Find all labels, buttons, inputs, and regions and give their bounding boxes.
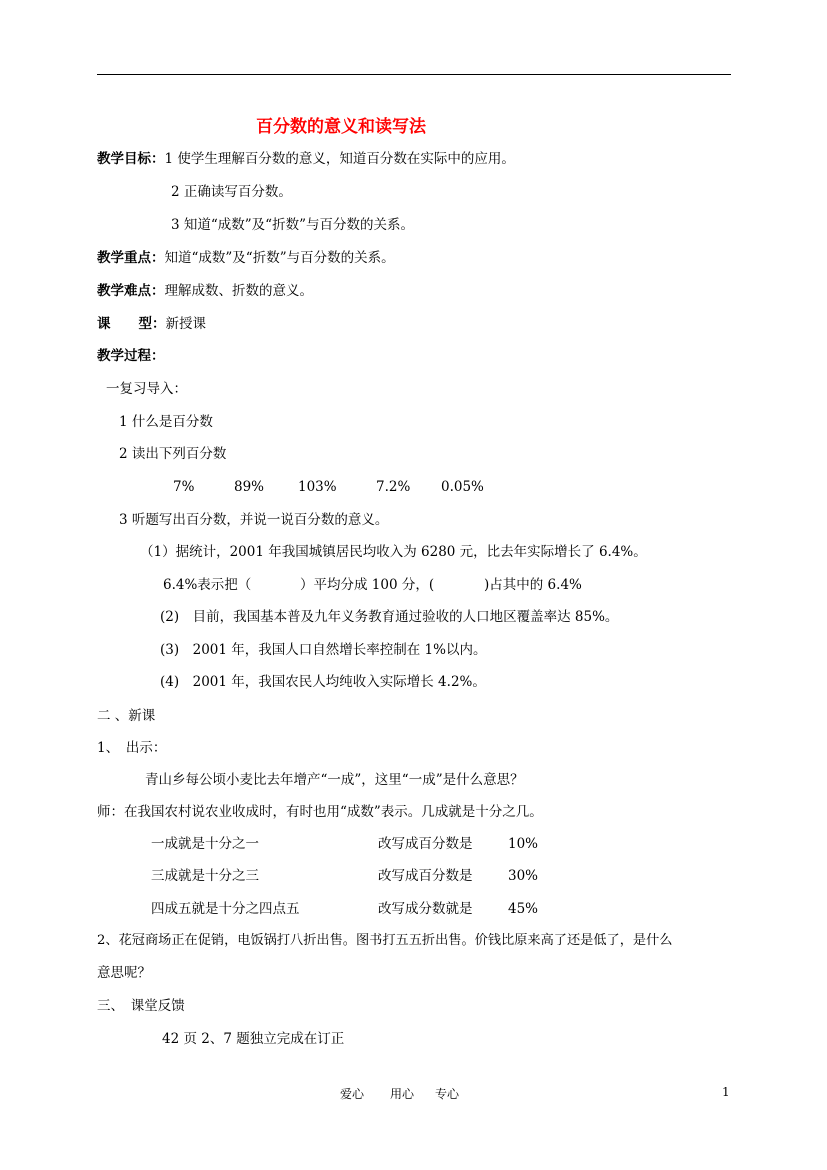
percent-item: 7.2% <box>376 479 411 495</box>
step-2-line-2: 意思呢？ <box>97 965 151 981</box>
goals-line-1 <box>97 150 515 168</box>
conversion-left: 一成就是十分之一 <box>151 836 259 852</box>
page-number: 1 <box>722 1085 730 1099</box>
conversion-left: 四成五就是十分之四点五 <box>151 901 300 917</box>
footer-word: 专心 <box>435 1087 460 1101</box>
lesson-type-line <box>97 315 206 333</box>
conversion-right: 30% <box>508 868 539 884</box>
page-title: 百分数的意义和读写法 <box>256 117 426 137</box>
exercise-1: （1）据统计，2001 年我国城镇居民均收入为 6280 元，比去年实际增长了 6.4%。 <box>140 544 647 560</box>
focus-line <box>97 249 395 267</box>
footer-word: 爱心 <box>340 1087 365 1101</box>
exercise-2: (2) 目前，我国基本普及九年义务教育通过验收的人口地区覆盖率达 85%。 <box>160 609 619 625</box>
review-question-1: 1 什么是百分数 <box>119 414 213 430</box>
exercise-4: (4) 2001 年，我国农民人均纯收入实际增长 4.2%。 <box>160 674 486 690</box>
exercise-1-blank-a: 6.4%表示把（ <box>163 577 252 593</box>
review-question-3: 3 听题写出百分数，并说一说百分数的意义。 <box>119 512 389 528</box>
focus-label: 教学重点： <box>97 250 165 266</box>
conversion-mid: 改写成百分数是 <box>378 836 473 852</box>
exercise-1-blank-b: ）平均分成 100 分，( <box>300 577 435 593</box>
review-heading: 一复习导入： <box>106 381 187 397</box>
lesson-type-label-b: 型： <box>138 316 166 332</box>
percent-item: 7% <box>173 479 195 495</box>
exercise-3: (3) 2001 年，我国人口自然增长率控制在 1%以内。 <box>160 642 487 658</box>
conversion-mid: 改写成百分数是 <box>378 868 473 884</box>
difficulty-text: 理解成数、折数的意义。 <box>164 283 313 299</box>
lesson-type-text: 新授课 <box>165 316 206 332</box>
goals-item-1: 1 使学生理解百分数的意义，知道百分数在实际中的应用。 <box>164 151 515 167</box>
new-lesson-heading: 二 、新课 <box>97 708 156 724</box>
conversion-mid: 改写成分数就是 <box>378 901 473 917</box>
focus-text: 知道“成数”及“折数”与百分数的关系。 <box>164 250 395 266</box>
process-label: 教学过程： <box>97 348 165 364</box>
percent-item: 0.05% <box>441 479 484 495</box>
conversion-left: 三成就是十分之三 <box>151 868 259 884</box>
example-text: 青山乡每公顷小麦比去年增产“一成”，这里“一成”是什么意思？ <box>145 772 524 788</box>
goals-item-2: 2 正确读写百分数。 <box>171 184 292 200</box>
percent-item: 89% <box>234 479 265 495</box>
percent-item: 103% <box>298 479 337 495</box>
teacher-text: 师：在我国农村说农业收成时，有时也用“成数”表示。几成就是十分之几。 <box>97 804 543 820</box>
conversion-right: 10% <box>508 836 539 852</box>
goals-label: 教学目标： <box>97 151 165 167</box>
header-rule <box>97 74 731 75</box>
footer-word: 用心 <box>390 1087 415 1101</box>
conversion-right: 45% <box>508 901 539 917</box>
new-lesson-step-1: 1、 出示： <box>97 740 167 756</box>
difficulty-label: 教学难点： <box>97 283 165 299</box>
review-question-2: 2 读出下列百分数 <box>119 446 227 462</box>
lesson-type-label-a: 课 <box>97 316 111 332</box>
feedback-heading: 三、 课堂反馈 <box>97 998 185 1014</box>
difficulty-line <box>97 282 313 300</box>
feedback-text: 42 页 2、7 题独立完成在订正 <box>162 1031 345 1047</box>
goals-item-3: 3 知道“成数”及“折数”与百分数的关系。 <box>171 217 414 233</box>
step-2-line-1: 2、花冠商场正在促销，电饭锅打八折出售。图书打五五折出售。价钱比原来高了还是低了，是什么 <box>97 933 673 948</box>
exercise-1-blank-c: )占其中的 6.4% <box>484 577 582 593</box>
